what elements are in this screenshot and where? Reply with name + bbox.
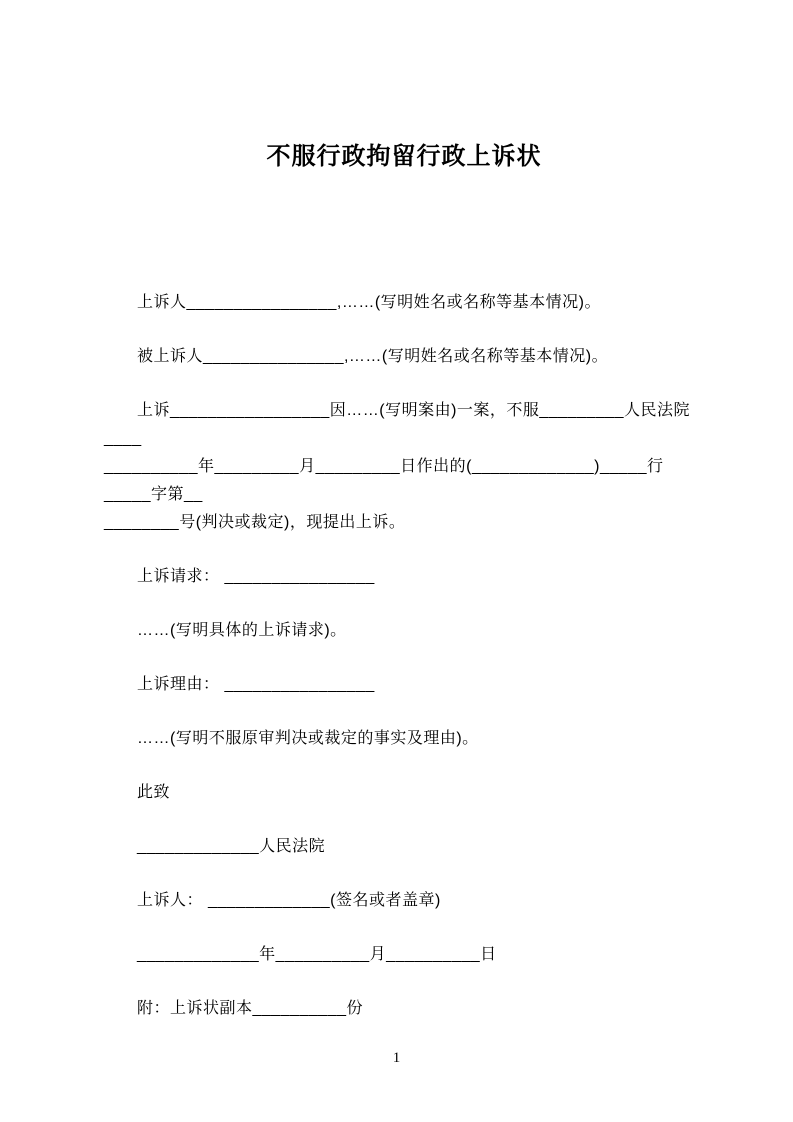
appeal-request-note: ……(写明具体的上诉请求)。 [137, 622, 347, 639]
date-line: _____________年__________月__________日 [137, 946, 497, 963]
salutation: 此致 [137, 784, 171, 801]
appeal-reason-note: ……(写明不服原审判决或裁定的事实及理由)。 [137, 730, 479, 747]
appeal-reason-label: 上诉理由： ________________ [137, 676, 375, 693]
appellant-line: 上诉人________________,……(写明姓名或名称等基本情况)。 [137, 294, 601, 311]
case-intro-line-3: ________号(判决或裁定)，现提出上诉。 [104, 514, 406, 531]
appellee-line: 被上诉人_______________,……(写明姓名或名称等基本情况)。 [137, 348, 609, 365]
signature-line: 上诉人： _____________(签名或者盖章) [137, 892, 441, 909]
appeal-request-label: 上诉请求： ________________ [137, 568, 375, 585]
court-line: _____________人民法院 [137, 838, 326, 855]
case-intro-line-1: 上诉_________________因……(写明案由)一案，不服_________人民法院____ [104, 402, 691, 447]
attachment-line: 附：上诉状副本__________份 [137, 1000, 363, 1017]
case-intro-line-2: __________年_________月_________日作出的(_____________)_____行_____字第__ [104, 458, 664, 503]
page-number: 1 [392, 1050, 401, 1066]
page-title: 不服行政拘留行政上诉状 [266, 143, 542, 170]
